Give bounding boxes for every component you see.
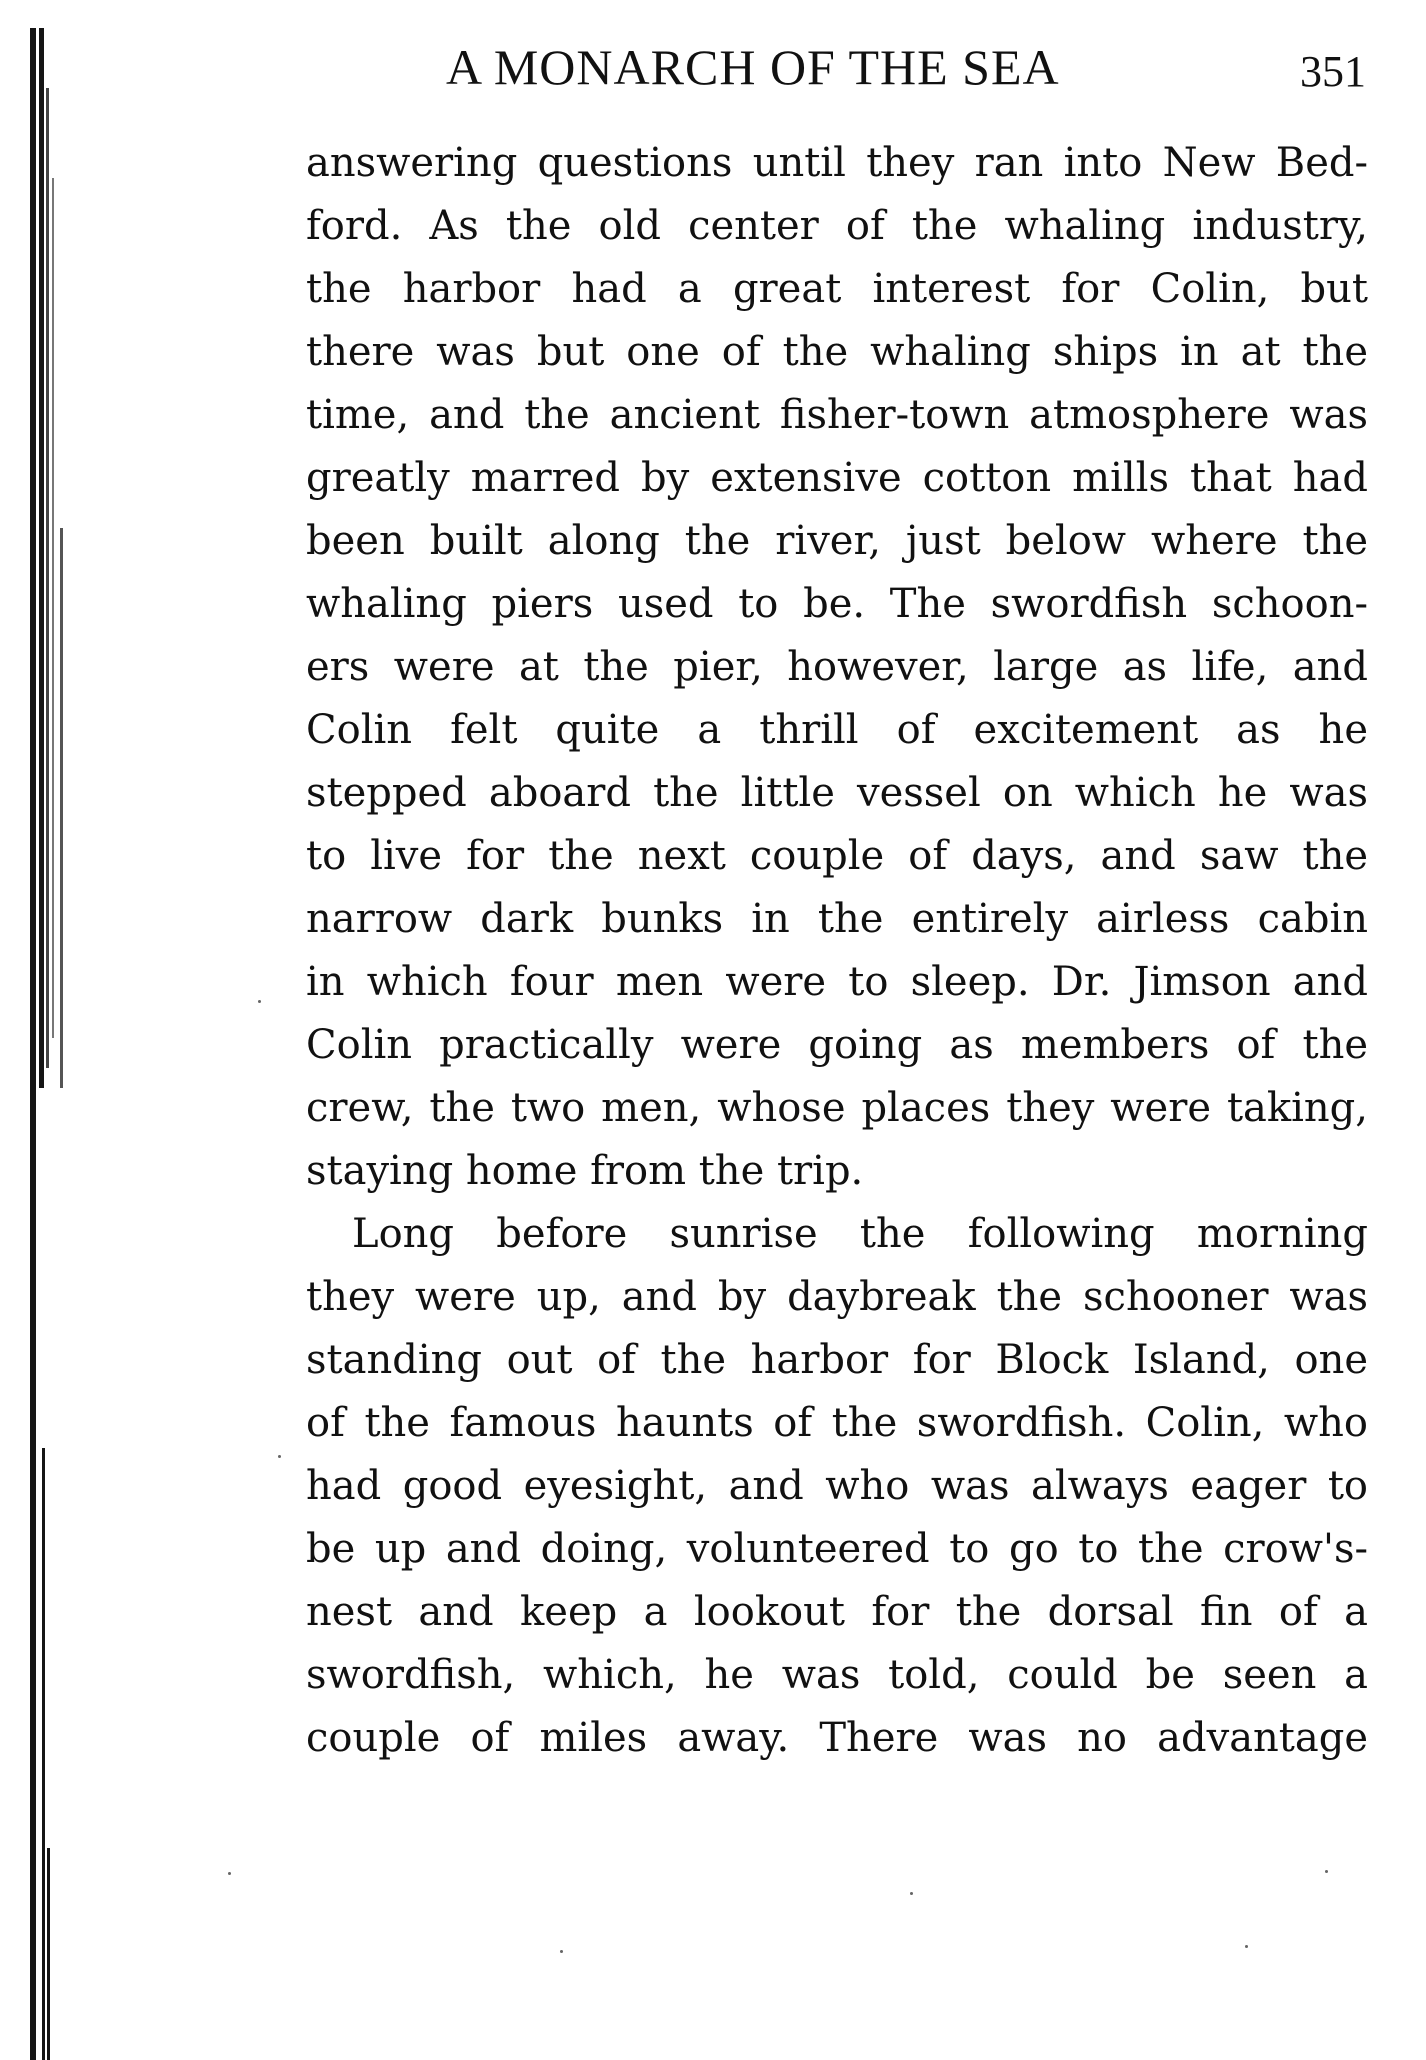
text-line: Colin felt quite a thrill of excitement as he (306, 707, 1368, 753)
text-line: narrow dark bunks in the entirely airless cabin (306, 896, 1368, 942)
running-head (306, 38, 1366, 98)
text-line: standing out of the harbor for Block Island, one (306, 1337, 1368, 1383)
text-line: greatly marred by extensive cotton mills that had (306, 455, 1368, 501)
text-line: in which four men were to sleep. Dr. Jimson and (306, 959, 1368, 1005)
page-number: 351 (1300, 47, 1366, 96)
text-line: be up and doing, volunteered to go to the crow's- (306, 1526, 1368, 1572)
text-line: ers were at the pier, however, large as life, and (306, 644, 1368, 690)
text-line: to live for the next couple of days, and saw the (306, 833, 1368, 879)
text-line: time, and the ancient fisher-town atmosphere was (306, 392, 1368, 438)
text-line: couple of miles away. There was no advantage (306, 1715, 1368, 1761)
text-line: they were up, and by daybreak the schooner was (306, 1274, 1368, 1320)
text-line: been built along the river, just below where the (306, 518, 1368, 564)
text-line: of the famous haunts of the swordfish. Colin, who (306, 1400, 1368, 1446)
text-line: swordfish, which, he was told, could be seen a (306, 1652, 1368, 1698)
text-line: Long before sunrise the following morning (352, 1211, 1368, 1257)
binding-edge (30, 28, 68, 2060)
text-line: ford. As the old center of the whaling industry, (306, 203, 1368, 249)
text-line: staying home from the trip. (306, 1148, 864, 1194)
text-line: nest and keep a lookout for the dorsal fin of a (306, 1589, 1368, 1635)
text-line: stepped aboard the little vessel on which he was (306, 770, 1368, 816)
paragraph (306, 1203, 1368, 1770)
paragraph (306, 132, 1368, 1203)
body-text (306, 132, 1368, 1770)
text-line: answering questions until they ran into New Bed- (306, 140, 1368, 186)
text-line: Colin practically were going as members of the (306, 1022, 1368, 1068)
text-line: the harbor had a great interest for Colin, but (306, 266, 1368, 312)
text-line: crew, the two men, whose places they were taking, (306, 1085, 1368, 1131)
text-line: there was but one of the whaling ships in at the (306, 329, 1368, 375)
text-line: whaling piers used to be. The swordfish schoon- (306, 581, 1368, 627)
text-line: had good eyesight, and who was always eager to (306, 1463, 1368, 1509)
running-title: A MONARCH OF THE SEA (446, 39, 1060, 95)
